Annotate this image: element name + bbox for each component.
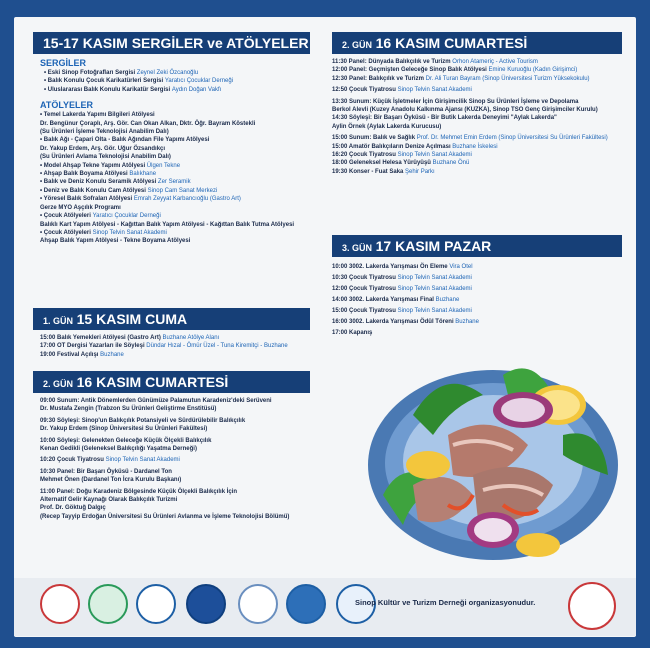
day1-row-highlight: Dündar Hızal - Ömür Üzel - Tuna Kiremitçi - Buzhane: [146, 343, 288, 350]
day1-title: 15 KASIM CUMA: [76, 311, 188, 327]
fish-plate-image: [353, 345, 618, 570]
day2b-row-text: 11:30 Panel: Dünyada Balıkçılık ve Turizm: [332, 59, 453, 65]
day2b-list: [332, 58, 622, 176]
day2b-row-text: 12:50 Çocuk Tiyatrosu: [332, 87, 398, 94]
atolye-row-text: • Balık ve Deniz Konulu Seramik Atölyesi: [40, 179, 158, 186]
day2a-row: [40, 468, 310, 476]
day1-row: [40, 351, 310, 359]
section-title: 15-17 KASIM SERGİLER ve ATÖLYELER: [43, 35, 309, 51]
day2b-row-highlight: Sinop Telvin Sanat Akademi: [397, 87, 472, 94]
day2b-row: [332, 86, 622, 94]
sergi-row: [40, 86, 310, 94]
atolye-row: [40, 229, 310, 237]
day2a-row: [40, 425, 310, 433]
section-header-day3: [332, 235, 622, 257]
day2a-row: [40, 513, 310, 521]
atolye-row: [40, 221, 310, 229]
day1-list: [40, 334, 310, 359]
day2a-row-text: (Recep Tayyip Erdoğan Üniversitesi Su Ürünleri Avlanma ve İşleme Teknolojisi Bölümü): [40, 513, 290, 520]
section-header-day2b: [332, 32, 622, 54]
day3-row-text: 12:00 Çocuk Tiyatrosu: [332, 286, 398, 292]
day1-row-text: 19:00 Festival Açılışı: [40, 351, 101, 358]
atolye-row-text: • Çocuk Atölyeleri: [40, 213, 93, 220]
day2a-list: [40, 397, 310, 521]
atolye-row-text: (Su Ürünleri Avlama Teknolojisi Anabilim Dalı): [40, 154, 171, 161]
day2b-row: [332, 134, 622, 142]
day2a-row-text: Mehmet Önen (Dardanel Ton İcra Kurulu Başkanı): [40, 477, 182, 484]
atolye-row-text: • Temel Lakerda Yapımı Bilgileri Atölyesi: [40, 112, 155, 119]
day2b-row: [332, 143, 622, 151]
day2b-row: [332, 159, 622, 167]
atolye-row: [40, 136, 310, 144]
day2b-row-text: 18:00 Geleneksel Helesa Yürüyüşü: [332, 160, 433, 167]
day3-row-text: 10:30 Çocuk Tiyatrosu: [332, 275, 398, 281]
atolye-row-text: Balıklı Kart Yapım Atölyesi - Kağıttan Balık Yapım Atölyesi - Kağıttan Balık Tutma Atölyesi: [40, 221, 295, 228]
section-header-day2a: [33, 371, 310, 393]
day1-row: [40, 334, 310, 342]
atolyeler-list: [40, 111, 310, 246]
atolye-row-text: Gerze MYO Aşçılık Programı: [40, 204, 121, 211]
day3-row-text: 14:00 3002. Lakerda Yarışması Final: [332, 297, 436, 303]
atolye-row-text: • Balık Ağı - Çapari Olta - Balık Ağından File Yapımı Atölyesi: [40, 137, 210, 144]
atolye-row-text: Ahşap Balık Yapım Atölyesi - Tekne Boyama Atölyesi: [40, 238, 191, 245]
day3-row-highlight: Buzhane: [455, 319, 479, 325]
atolye-row: [40, 153, 310, 161]
day2b-row-highlight: Orhon Atameriç - Active Tourism: [452, 59, 538, 65]
logo-3-icon: [136, 584, 176, 624]
atolye-row-text: • Yöresel Balık Sofraları Atölyesi: [40, 196, 134, 203]
section-header-sergiler: [33, 32, 310, 54]
day2b-row-highlight: Buzhane Önü: [432, 160, 470, 167]
day3-row: [332, 317, 622, 328]
logo-2-icon: [88, 584, 128, 624]
day3-row: [332, 328, 622, 339]
day2b-row: [332, 75, 622, 83]
day2a-row: [40, 456, 310, 464]
day2b-row-highlight: Dr. Ali Turan Bayram (Sinop Üniversitesi Turizm Yüksekokulu): [425, 75, 590, 82]
day2a-row-text: 10:20 Çocuk Tiyatrosu: [40, 457, 106, 464]
atolye-row-highlight: Balıkhane: [129, 171, 157, 178]
day2b-prefix: 2. GÜN: [342, 40, 373, 50]
organizer-text: Sinop Kültür ve Turizm Derneği organizasyonudur.: [355, 598, 536, 607]
day2b-row-highlight: Sinop Telvin Sanat Akademi: [397, 152, 472, 159]
day2b-row-highlight: Buzhane İskelesi: [452, 143, 498, 150]
atolye-row-text: Dr. Yakup Erdem, Arş. Gör. Uğur Özsandıkçı: [40, 145, 166, 152]
day1-row-highlight: Buzhane: [100, 351, 124, 358]
day2a-row: [40, 405, 310, 413]
day3-prefix: 3. GÜN: [342, 243, 373, 253]
day2b-row-highlight: Emine Kuruoğlu (Kadın Girişimci): [488, 67, 578, 74]
logo-5-icon: [238, 584, 278, 624]
logo-1-icon: [40, 584, 80, 624]
atolye-row-highlight: Yaratıcı Çocuklar Derneği: [92, 213, 161, 220]
sergi-row-text: • Eski Sinop Fotoğrafları Sergisi: [44, 70, 137, 76]
day1-row-highlight: Buzhane Atölye Alanı: [162, 335, 220, 341]
logo-4-icon: [186, 584, 226, 624]
day2a-row-text: Prof. Dr. Göktuğ Dalgıç: [40, 505, 106, 512]
atolye-row: [40, 162, 310, 170]
day3-list: [332, 262, 622, 339]
day3-row-text: 15:00 Çocuk Tiyatrosu: [332, 308, 398, 314]
day3-row-highlight: Sinop Telvin Sanat Akademi: [397, 308, 472, 314]
atolye-row: [40, 128, 310, 136]
atolyeler-title: ATÖLYELER: [40, 100, 94, 111]
sergi-row-highlight: Yaratıcı Çocuklar Derneği: [164, 78, 234, 85]
day2a-row: [40, 488, 310, 496]
sergi-row-highlight: Zeynel Zeki Özcanoğlu: [136, 70, 199, 76]
logo-6-icon: [286, 584, 326, 624]
day2b-row: [332, 123, 622, 131]
sergi-row-text: • Balık Konulu Çocuk Karikatürleri Sergisi: [44, 78, 165, 85]
atolye-row: [40, 237, 310, 245]
day2b-row-text: 15:00 Amatör Balıkçıların Denize Açılması: [332, 143, 453, 150]
sergiler-block: [40, 57, 310, 246]
day2b-row-text: 16:20 Çocuk Tiyatrosu: [332, 152, 398, 159]
day2a-row: [40, 437, 310, 445]
day2b-row-text: 12:30 Panel: Balıkçılık ve Turizm: [332, 75, 426, 82]
atolye-row: [40, 178, 310, 186]
day2a-row-text: 09:00 Sunum: Antik Dönemlerden Günümüze Palamutun Karadeniz'deki Serüveni: [40, 398, 272, 404]
sergi-row: [40, 69, 310, 77]
day2b-row-text: Aylin Örnek (Aylak Lakerda Kurucusu): [332, 123, 442, 130]
day2a-row-text: 10:00 Söyleşi: Gelenekten Geleceğe Küçük Ölçekli Balıkçılık: [40, 437, 212, 444]
day3-row: [332, 306, 622, 317]
atolye-row-highlight: Emrah Zeyyat Karbancıoğlu (Gastro Art): [133, 196, 241, 203]
day2a-row: [40, 417, 310, 425]
atolye-row-highlight: Sinop Cam Sanat Merkezi: [147, 187, 218, 194]
sergiler-list: [40, 69, 310, 94]
atolye-row-highlight: Ülgen Tekne: [146, 162, 181, 169]
day3-row: [332, 262, 622, 273]
day2b-row: [332, 114, 622, 122]
day3-row-text: 10:00 3002. Lakerda Yarışması Ön Eleme: [332, 264, 450, 270]
day3-row-text: 16:00 3002. Lakerda Yarışması Ödül Töreni: [332, 319, 456, 325]
day1-row: [40, 342, 310, 350]
day2b-row-highlight: Şehir Parkı: [405, 168, 435, 175]
atolye-row: [40, 187, 310, 195]
day2a-row-highlight: Sinop Telvin Sanat Akademi: [105, 457, 180, 464]
atolye-row-text: • Deniz ve Balık Konulu Cam Atölyesi: [40, 187, 148, 194]
day2a-row-text: 09:30 Söyleşi: Sinop'un Balıkçılık Potansiyeli ve Sürdürülebilir Balıkçılık: [40, 417, 246, 424]
sergi-row: [40, 77, 310, 85]
section-header-day1: [33, 308, 310, 330]
atolye-row: [40, 120, 310, 128]
day2b-row-text: Berkol Alevli (Kuzey Anadolu Kalkınma Ajansı (KUZKA), Sinop TSO Genç Girişimciler Kurulu): [332, 107, 598, 114]
day2b-row-highlight: Prof. Dr. Mehmet Emin Erdem (Sinop Üniversitesi Su Ürünleri Fakültesi): [416, 135, 608, 142]
day2a-row: [40, 504, 310, 512]
atolye-row-highlight: Zer Seramik: [157, 179, 191, 186]
day3-row-highlight: Buzhane: [435, 297, 460, 303]
organizer-logo-icon: [568, 582, 616, 630]
day1-row-text: 17:00 OT Dergisi Yazarları ile Söyleşi: [40, 343, 147, 350]
day2a-title: 16 KASIM CUMARTESİ: [76, 374, 229, 390]
day2a-row: [40, 476, 310, 484]
day3-row-highlight: Sinop Telvin Sanat Akademi: [397, 286, 472, 292]
day2a-row-text: Dr. Yakup Erdem (Sinop Üniversitesi Su Ürünleri Fakültesi): [40, 426, 208, 433]
atolye-row: [40, 145, 310, 153]
sergi-row-highlight: Aydın Doğan Vakfı: [171, 86, 222, 93]
day2b-row-text: 12:00 Panel: Geçmişten Geleceğe Sinop Balık Atölyesi: [332, 67, 489, 74]
atolye-row-text: • Çocuk Atölyeleri: [40, 229, 93, 236]
day1-row-text: 15:00 Balık Yemekleri Atölyesi (Gastro Art): [40, 335, 163, 341]
day2b-title: 16 KASIM CUMARTESİ: [375, 35, 528, 51]
day2b-row: [332, 151, 622, 159]
day2b-row-text: 15:00 Sunum: Balık ve Sağlık: [332, 135, 417, 142]
sergi-row-text: • Uluslararası Balık Konulu Karikatür Sergisi: [44, 86, 172, 93]
day2a-prefix: 2. GÜN: [43, 379, 74, 389]
atolye-row-text: • Model Ahşap Tekne Yapımı Atölyesi: [40, 162, 147, 169]
atolye-row-text: Dr. Bengünur Çoraplı, Arş. Gör. Can Okan Alkan, Dktr. Öğr. Bayram Köstekli: [40, 120, 256, 127]
day2a-row-text: Alternatif Gelir Kaynağı Olarak Balıkçılık Turizmi: [40, 497, 178, 504]
day3-title: 17 KASIM PAZAR: [375, 238, 492, 254]
day2b-row: [332, 98, 622, 106]
sergiler-title: SERGİLER: [40, 58, 87, 68]
day3-row-text: 17:00 Kapanış: [332, 330, 373, 336]
day3-row: [332, 295, 622, 306]
atolye-row: [40, 170, 310, 178]
day2b-row-text: 14:30 Söyleşi: Bir Başarı Öyküsü - Bir Butik Lakerda Deneyimi "Aylak Lakerda": [332, 115, 557, 122]
day2a-row-text: Dr. Mustafa Zengin (Trabzon Su Ürünleri Geliştirme Enstitüsü): [40, 406, 217, 413]
day2a-row-text: 10:30 Panel: Bir Başarı Öyküsü - Dardanel Ton: [40, 468, 172, 475]
atolye-row: [40, 195, 310, 203]
day3-row-highlight: Sinop Telvin Sanat Akademi: [397, 275, 472, 281]
day2b-row-text: 19:30 Konser - Fuat Saka: [332, 168, 406, 175]
day3-row: [332, 273, 622, 284]
day1-prefix: 1. GÜN: [43, 316, 74, 326]
atolye-row-text: (Su Ürünleri İşleme Teknolojisi Anabilim Dalı): [40, 129, 169, 136]
day3-row: [332, 284, 622, 295]
atolye-row: [40, 204, 310, 212]
day2a-row-text: Kenan Gedikli (Geleneksel Balıkçılığı Yaşatma Derneği): [40, 446, 197, 453]
atolye-row: [40, 111, 310, 119]
day2b-row: [332, 58, 622, 66]
day2a-row: [40, 496, 310, 504]
day2b-row-text: 13:30 Sunum: Küçük İşletmeler İçin Girişimcilik Sinop Su Ürünleri İşleme ve Depolama: [332, 98, 579, 105]
day2b-row: [332, 168, 622, 176]
day2a-row: [40, 445, 310, 453]
atolye-row: [40, 212, 310, 220]
atolye-row-text: • Ahşap Balık Boyama Atölyesi: [40, 171, 130, 178]
day2b-row: [332, 106, 622, 114]
atolye-row-highlight: Sinop Telvin Sanat Akademi: [92, 229, 167, 236]
day2a-row: [40, 397, 310, 405]
day3-row-highlight: Vira Otel: [449, 264, 473, 270]
day2b-row: [332, 66, 622, 74]
day2a-row-text: 11:00 Panel: Doğu Karadeniz Bölgesinde Küçük Ölçekli Balıkçılık İçin: [40, 488, 238, 495]
